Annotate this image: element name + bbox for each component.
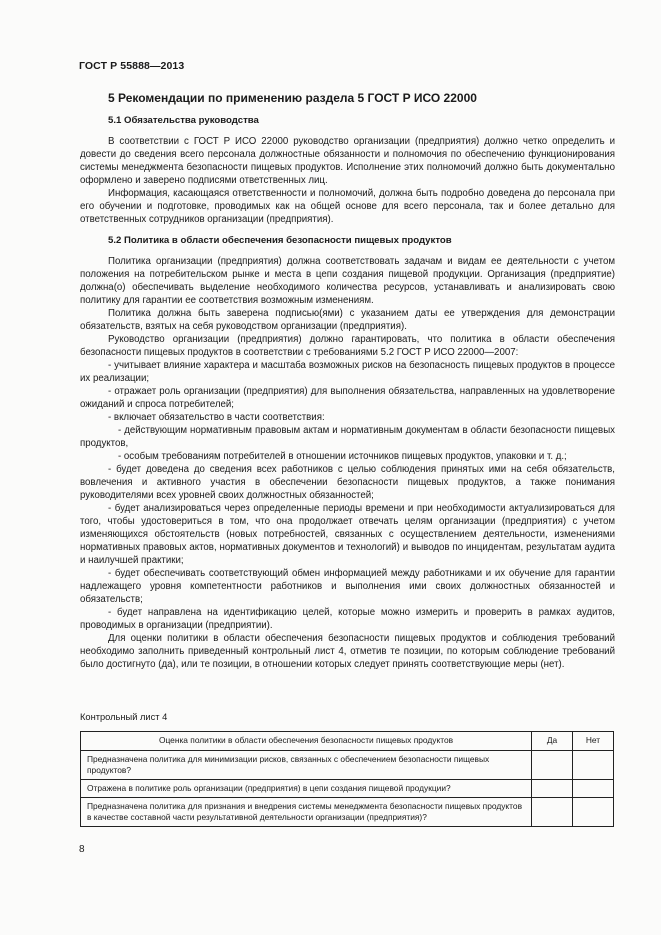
paragraph: Руководство организации (предприятия) должно гарантировать, что политика в области обеспечения безопасности пищевых продуктов в соответствии с требованиями 5.2 ГОСТ Р ИСО 22000—2007: [80,334,615,358]
table-row [81,780,614,798]
paragraph: Информация, касающаяся ответственности и полномочий, должна быть подробно доведена до персонала при его обучении и подготовке, проводимых как на общей основе для всего персонала, так и более детально для ответственных сотрудников организации (предприятия). [80,188,615,225]
checklist-table [80,731,614,827]
list-item: - отражает роль организации (предприятия) для выполнения обязательства, направленных на удовлетворение ожиданий и спроса потребителей; [80,386,615,410]
header-question: Оценка политики в области обеспечения безопасности пищевых продуктов [81,732,532,751]
subsection-title-5-1: 5.1 Обязательства руководства [108,115,259,126]
header-yes: Да [532,732,573,751]
paragraph: Для оценки политики в области обеспечения безопасности пищевых продуктов и соблюдения требований необходимо заполнить приведенный контрольный лист 4, отметив те позиции, по которым соблюдение требований было достигнуто (да), или те позиции, в отношении которых следует принять соответствующие меры (нет). [80,633,615,670]
sub-list-item: - действующим нормативным правовым актам и нормативным документам в области безопасности пищевых продуктов, [80,425,615,449]
paragraph: Политика организации (предприятия) должна соответствовать задачам и видам ее деятельности с учетом положения на потребительском рынке и места в цепи создания пищевой продукции. Организация (предприятие) должна(о) обеспечивать выделение необходимого количества ресурсов, устанавливать и анализировать свою политику для гарантии ее соответствия возможным изменениям. [80,256,615,306]
table-row [81,798,614,827]
list-item: - будет доведена до сведения всех работников с целью соблюдения принятых ими на себя обязательств, вовлечения и активного участия в обеспечении безопасности пищевых продуктов, а также понимания руководителями всех уровней своих должностных обязанностей; [80,464,615,501]
yes-cell[interactable] [532,780,573,798]
no-cell[interactable] [573,798,614,827]
question-cell: Отражена в политике роль организации (предприятия) в цепи создания пищевой продукции? [81,780,532,798]
list-item: - будет обеспечивать соответствующий обмен информацией между работниками и их обучение для гарантии надлежащего уровня компетентности работников и выполнения ими своих должностных обязанностей и обязательств; [80,568,615,605]
yes-cell[interactable] [532,751,573,780]
question-cell: Предназначена политика для минимизации рисков, связанных с обеспечением безопасности пищевых продуктов? [81,751,532,780]
question-cell: Предназначена политика для признания и внедрения системы менеджмента безопасности пищевых продуктов в качестве составной части результативной деятельности организации (предприятия)? [81,798,532,827]
section-title: 5 Рекомендации по применению раздела 5 ГОСТ Р ИСО 22000 [108,91,477,105]
list-item: - будет анализироваться через определенные периоды времени и при необходимости актуализироваться для того, чтобы удостовериться в том, что она продолжает отвечать целям организации (предприятия) с учетом изменяющихся обстоятельств (новых потребностей, связанных с осуществлением деятельности, изменениями нормативных правовых актов, нормативных документов и технологий) и выводов по инцидентам, результатам аудита и наилучшей практики; [80,503,615,566]
table-row [81,751,614,780]
list-item: - включает обязательство в части соответствия: [108,412,325,423]
no-cell[interactable] [573,751,614,780]
list-item: - учитывает влияние характера и масштаба возможных рисков на безопасность пищевых продуктов в процессе их реализации; [80,360,615,384]
page-number: 8 [79,844,85,855]
document-id: ГОСТ Р 55888—2013 [79,60,185,72]
paragraph: Политика должна быть заверена подписью(ями) с указанием даты ее утверждения для демонстрации обязательств, взятых на себя руководством организации (предприятия). [80,308,615,332]
paragraph: В соответствии с ГОСТ Р ИСО 22000 руководство организации (предприятия) должно четко определить и довести до сведения всего персонала должностные обязанности и полномочия по обеспечению функционирования системы менеджмента безопасности пищевых продуктов. Исполнение этих полномочий должно быть документально оформлено и заверено подписями ответственных лиц. [80,136,615,186]
subsection-title-5-2: 5.2 Политика в области обеспечения безопасности пищевых продуктов [108,235,452,246]
no-cell[interactable] [573,780,614,798]
yes-cell[interactable] [532,798,573,827]
main-content [80,91,615,671]
list-item: - будет направлена на идентификацию целей, которые можно измерить и проверить в рамках аудитов, проводимых в организации (предприятии). [80,607,615,631]
header-no: Нет [573,732,614,751]
sub-list-item: - особым требованиям потребителей в отношении источников пищевых продуктов, упаковки и т. д.; [118,451,567,462]
checklist-caption: Контрольный лист 4 [80,712,168,722]
table-header-row [81,732,614,751]
